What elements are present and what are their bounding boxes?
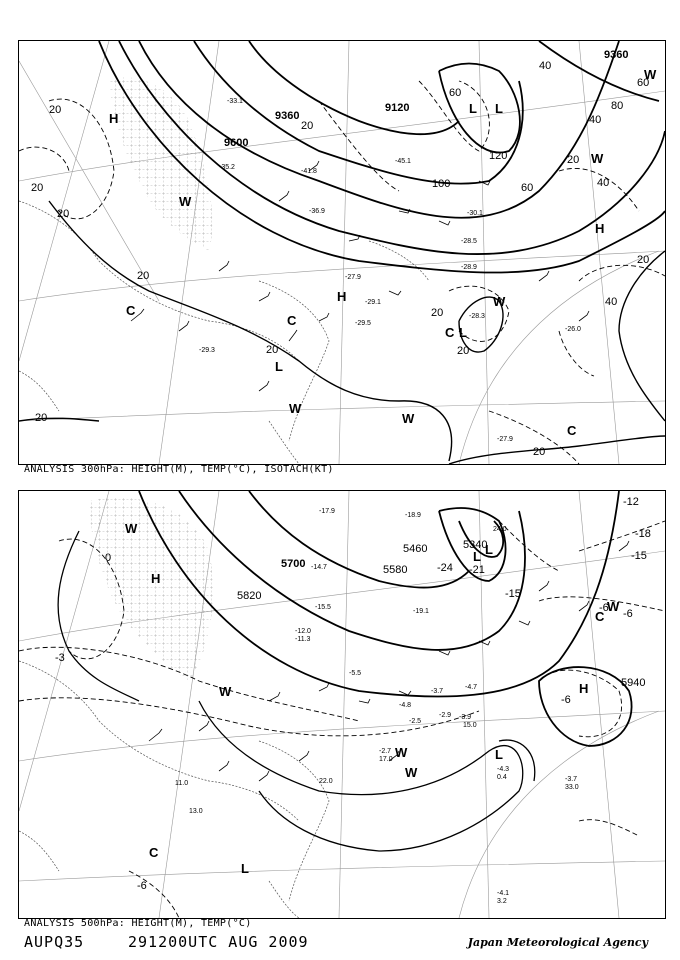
station-obs: 0.4 (497, 774, 507, 781)
chart-500hpa (18, 490, 666, 919)
station-obs: -15.5 (315, 604, 331, 611)
station-temp: -29.1 (365, 299, 381, 306)
isotherm-label: -6 (623, 608, 633, 620)
station-temp: -36.9 (309, 208, 325, 215)
caption-500hpa: ANALYSIS 500hPa: HEIGHT(M), TEMP(°C) (24, 918, 252, 929)
station-obs: -2.9 (439, 712, 452, 719)
isotach-label: 40 (597, 177, 610, 189)
station-obs: 22.0 (319, 778, 333, 785)
isotach-label: 100 (432, 178, 451, 190)
height-label: 5820 (237, 590, 262, 602)
high-pressure-symbol: H (109, 111, 119, 126)
station-temp: -27.9 (497, 436, 513, 443)
height-label: 9360 (275, 110, 300, 122)
station-obs: 11.0 (175, 780, 189, 787)
station-temp: -28.3 (469, 313, 485, 320)
station-obs: -2.7 (379, 748, 392, 755)
station-temp: -29.5 (355, 320, 371, 327)
isotach-label: 20 (35, 412, 48, 424)
isotach-label: 40 (605, 296, 618, 308)
high-pressure-symbol: H (595, 221, 605, 236)
station-obs: 24.0 (493, 526, 507, 533)
isotach-label: 20 (637, 254, 650, 266)
isotherm-label: -12 (623, 496, 639, 508)
station-obs: -3.9 (459, 714, 472, 721)
station-temp: -45.1 (395, 158, 411, 165)
low-pressure-symbol: L (469, 101, 477, 116)
cold-symbol: C (567, 423, 577, 438)
coastlines (19, 661, 329, 918)
chart-300hpa (18, 40, 666, 465)
low-pressure-symbol: L (485, 542, 493, 557)
station-temp: -30.1 (467, 210, 483, 217)
high-pressure-symbol: H (337, 289, 347, 304)
high-pressure-symbol: H (151, 571, 161, 586)
warm-symbol: W (405, 765, 418, 780)
isotherm-label: -21 (469, 564, 485, 576)
low-pressure-symbol: L (241, 861, 249, 876)
caption-300hpa: ANALYSIS 300hPa: HEIGHT(M), TEMP(°C), ISOTACH(KT) (24, 464, 334, 475)
isotach-label: 20 (431, 307, 444, 319)
isotherm-label: -6 (137, 880, 147, 892)
station-temp: -41.8 (301, 168, 317, 175)
low-pressure-symbol: L (275, 359, 283, 374)
station-obs: -17.9 (319, 508, 335, 515)
warm-symbol: W (607, 599, 620, 614)
station-temp: -26.0 (565, 326, 581, 333)
height-label: 5460 (403, 543, 428, 555)
isotach-label: 60 (637, 77, 650, 89)
valid-time: 291200UTC AUG 2009 (128, 933, 309, 951)
warm-symbol: W (395, 745, 408, 760)
height-label: 9120 (385, 102, 410, 114)
isotach-label: 80 (611, 100, 624, 112)
station-obs: -3.7 (431, 688, 444, 695)
coastlines (19, 201, 429, 464)
isotherm-label: -3 (55, 652, 65, 664)
height-label: 5580 (383, 564, 408, 576)
isotherm-label: -6 (599, 602, 609, 614)
station-temp: -27.9 (345, 274, 361, 281)
chart-id: AUPQ35 (24, 933, 85, 951)
isotach-shading (109, 77, 212, 251)
isotach-label: 20 (301, 120, 314, 132)
station-obs: 13.0 (189, 808, 203, 815)
isotherm-label: -15 (505, 588, 521, 600)
isotach-label: 20 (533, 446, 546, 458)
low-pressure-symbol: L (473, 549, 481, 564)
station-obs: -4.1 (497, 890, 510, 897)
isotach-label: 20 (57, 208, 70, 220)
agency-name: Japan Meteorological Agency (467, 936, 648, 949)
height-label: 9600 (224, 137, 249, 149)
isotherm-label: -6 (561, 694, 571, 706)
map-300hpa (19, 41, 665, 464)
station-obs: -14.7 (311, 564, 327, 571)
height-label: 5700 (281, 558, 306, 570)
isotherm-label: -15 (631, 550, 647, 562)
isotach-label: 60 (521, 182, 534, 194)
isotach-label: 20 (137, 270, 150, 282)
station-obs: -2.5 (409, 718, 422, 725)
warm-symbol: W (402, 411, 415, 426)
hatch-region (89, 498, 213, 681)
low-pressure-symbol: L (495, 747, 503, 762)
station-obs: 3.2 (497, 898, 507, 905)
station-temp: -29.3 (199, 347, 215, 354)
isotach-label: 20 (49, 104, 62, 116)
high-pressure-symbol: H (579, 681, 589, 696)
isotach-label: 40 (589, 114, 602, 126)
station-temp: -35.2 (219, 164, 235, 171)
isotach-label: 20 (567, 154, 580, 166)
isotach-label: 20 (266, 344, 279, 356)
cold-symbol: C (595, 609, 605, 624)
warm-symbol: W (179, 194, 192, 209)
station-obs: -4.8 (399, 702, 412, 709)
isotach-label: 20 (31, 182, 44, 194)
station-temp: -33.1 (227, 98, 243, 105)
station-obs: -5.5 (349, 670, 362, 677)
warm-symbol: W (125, 521, 138, 536)
isotach-label: 60 (449, 87, 462, 99)
isotherm-label: -24 (437, 562, 453, 574)
station-obs: -4.7 (465, 684, 478, 691)
station-obs: 17.0 (379, 756, 393, 763)
wind-barbs (149, 541, 629, 781)
cold-symbol: C (149, 845, 159, 860)
isotach-lines (19, 81, 665, 464)
warm-symbol: W (644, 67, 657, 82)
cold-symbol: C (126, 303, 136, 318)
height-label: 9360 (604, 49, 629, 61)
station-obs: -11.3 (295, 636, 311, 643)
isotach-label: 40 (539, 60, 552, 72)
station-obs: 15.0 (463, 722, 477, 729)
station-obs: -3.7 (565, 776, 578, 783)
cold-symbol: C (287, 313, 297, 328)
map-500hpa (19, 491, 665, 918)
station-obs: -19.1 (413, 608, 429, 615)
station-obs: 33.0 (565, 784, 579, 791)
isotherm-label: -18 (635, 528, 651, 540)
warm-symbol: W (591, 151, 604, 166)
low-pressure-symbol: L (459, 325, 467, 340)
isotherm-label: 0 (105, 552, 112, 564)
warm-symbol: W (219, 684, 232, 699)
warm-symbol: W (493, 294, 506, 309)
low-pressure-symbol: L (495, 101, 503, 116)
isotach-label: 20 (457, 345, 470, 357)
station-obs: -18.9 (405, 512, 421, 519)
height-label: 5340 (463, 539, 488, 551)
height-contours (139, 491, 632, 746)
station-obs: -12.0 (295, 628, 311, 635)
station-temp: -28.9 (461, 264, 477, 271)
station-obs: -4.3 (497, 766, 510, 773)
height-label: 5940 (621, 677, 646, 689)
cold-symbol: C (445, 325, 455, 340)
station-temp: -28.5 (461, 238, 477, 245)
warm-symbol: W (289, 401, 302, 416)
isotach-label: 120 (489, 150, 508, 162)
